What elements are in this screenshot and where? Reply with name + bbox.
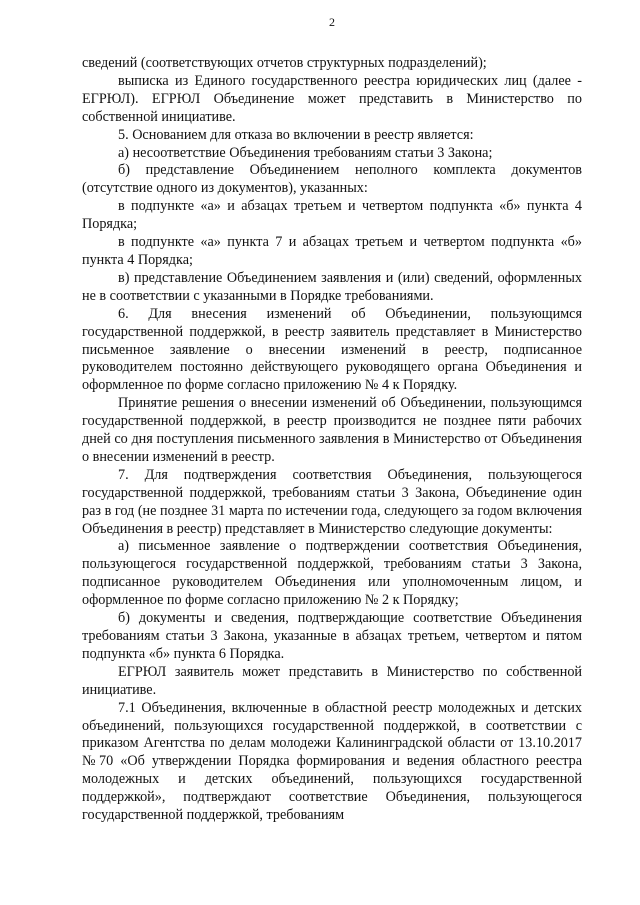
paragraph-1: сведений (соответствующих отчетов структурных подразделений); [82,55,487,71]
paragraph-4: а) несоответствие Объединения требованиям статьи 3 Закона; [118,144,493,161]
paragraph-2: выписка из Единого государственного реестра юридических лиц (далее - ЕГРЮЛ). ЕГРЮЛ Объединение может представить в Министерство по собственной инициативе. [82,72,582,125]
page-number: 2 [329,15,335,29]
paragraph-11: 7. Для подтверждения соответствия Объединения, пользующегося государственной поддержкой, требованиям статьи 3 Закона, Объединение один раз в год (не позднее 31 марта по истечении года, следующего за годом включения Объединения в реестр) представляет в Министерство следующие документы: [82,466,582,537]
paragraph-13: б) документы и сведения, подтверждающие соответствие Объединения требованиям статьи 3 Закона, указанные в абзацах третьем, четвертом и пятом подпункта «б» пункта 6 Порядка. [82,610,582,662]
document-body [82,55,582,825]
paragraph-8: в) представление Объединением заявления и (или) сведений, оформленных не в соответствии с указанными в Порядке требованиями. [82,269,582,304]
paragraph-6: в подпункте «а» и абзацах третьем и четвертом подпункта «б» пункта 4 Порядка; [82,198,582,233]
paragraph-5: б) представление Объединением неполного комплекта документов (отсутствие одного из документов), указанных: [82,162,582,197]
paragraph-9: 6. Для внесения изменений об Объединении, пользующимся государственной поддержкой, в реестр заявитель представляет в Министерство письменное заявление о внесении изменений в реестр, подписанное руководителем постоянно действующего руководящего органа Объединения и оформленное по форме согласно приложению № 4 к Порядку. [82,305,582,394]
paragraph-7: в подпункте «а» пункта 7 и абзацах третьем и четвертом подпункта «б» пункта 4 Порядка; [82,234,582,268]
paragraph-10: Принятие решения о внесении изменений об Объединении, пользующимся государственной поддержкой, в реестр производится не позднее пяти рабочих дней со дня поступления письменного заявления в Министерство от Объединения о внесении изменений в реестр. [82,395,582,465]
paragraph-3: 5. Основанием для отказа во включении в реестр является: [118,126,474,143]
paragraph-15: 7.1 Объединения, включенные в областной реестр молодежных и детских объединений, пользующихся государственной поддержкой, в соответствии с приказом Агентства по делам молодежи Калининградской области от 13.10.2017 №70 «Об утверждении Порядка формирования и ведения областного реестра молодежных и детских объединений, пользующихся государственной поддержкой», подтверждают соответствие Объединения, пользующегося государственной поддержкой, требованиям [82,699,582,824]
paragraph-14: ЕГРЮЛ заявитель может представить в Министерство по собственной инициативе. [82,663,582,698]
paragraph-12: а) письменное заявление о подтверждении соответствия Объединения, пользующегося государственной поддержкой, требованиям статьи 3 Закона, подписанное руководителем Объединения или уполномоченным лицом, и оформленное по форме согласно приложению № 2 к Порядку; [82,538,582,609]
